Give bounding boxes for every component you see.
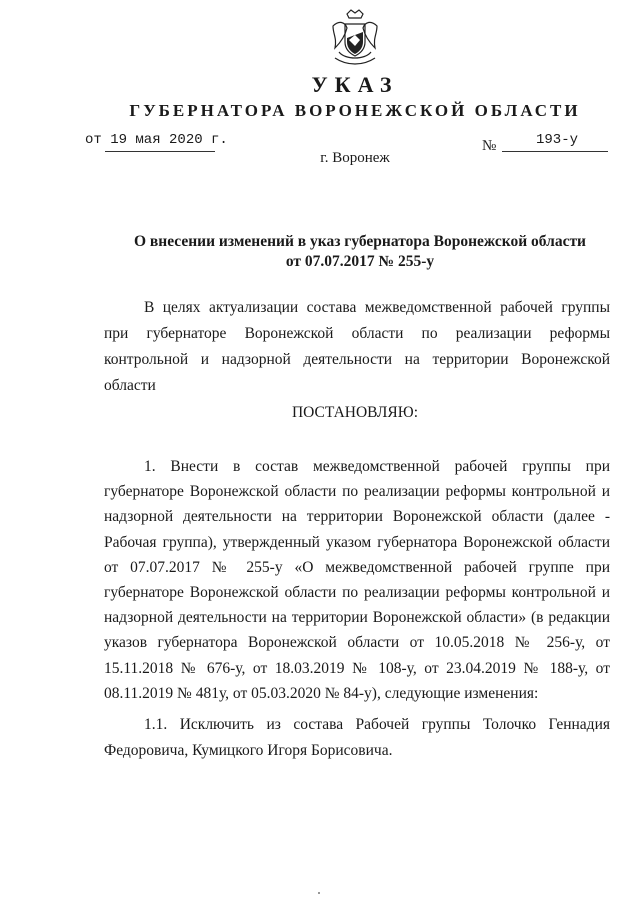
number-sign: № xyxy=(482,138,497,154)
document-subtitle: ГУБЕРНАТОРА ВОРОНЕЖСКОЙ ОБЛАСТИ xyxy=(129,101,581,120)
heading-line-1: О внесении изменений в указ губернатора Воронежской области xyxy=(133,233,586,250)
decree-word: ПОСТАНОВЛЯЮ: xyxy=(291,404,419,421)
document-title: УКАЗ xyxy=(311,72,399,97)
scan-speck xyxy=(318,892,320,894)
city-name: г. Воронеж xyxy=(320,150,390,166)
document-heading xyxy=(120,232,600,272)
item-1-1-paragraph: 1.1. Исключить из состава Рабочей группы Толочко Геннадия Федоровича, Кумицкого Игоря Борисовича. xyxy=(104,716,610,759)
preamble-paragraph: В целях актуализации состава межведомственной рабочей группы при губернаторе Воронежской области по реализации реформы контрольной и надзорной деятельности на территории Воронежской области xyxy=(104,299,610,394)
heading-line-2: от 07.07.2017 № 255-у xyxy=(285,253,435,270)
item-1-paragraph: 1. Внести в состав межведомственной рабочей группы при губернаторе Воронежской области по реализации реформы контрольной и надзорной деятельности на территории Воронежской области (далее - Рабочая группа), утвержденный указом губернатора Воронежской области от 07.07.2017 № 255-у «О межведомственной рабочей группе при губернаторе Воронежской области по реализации реформы контрольной и надзорной деятельности на территории Воронежской области» (в редакции указов губернатора Воронежской области от 10.05.2018 № 256-у, от 15.11.2018 № 676-у, от 18.03.2019 № 108-у, от 23.04.2019 № 188-у, от 08.11.2019 № 481у, от 05.03.2020 № 84-у), следующие изменения: xyxy=(104,458,610,702)
decree-date: от 19 мая 2020 г. xyxy=(85,132,228,148)
decree-number: 193-у xyxy=(536,132,579,148)
coat-of-arms-icon xyxy=(325,8,385,70)
